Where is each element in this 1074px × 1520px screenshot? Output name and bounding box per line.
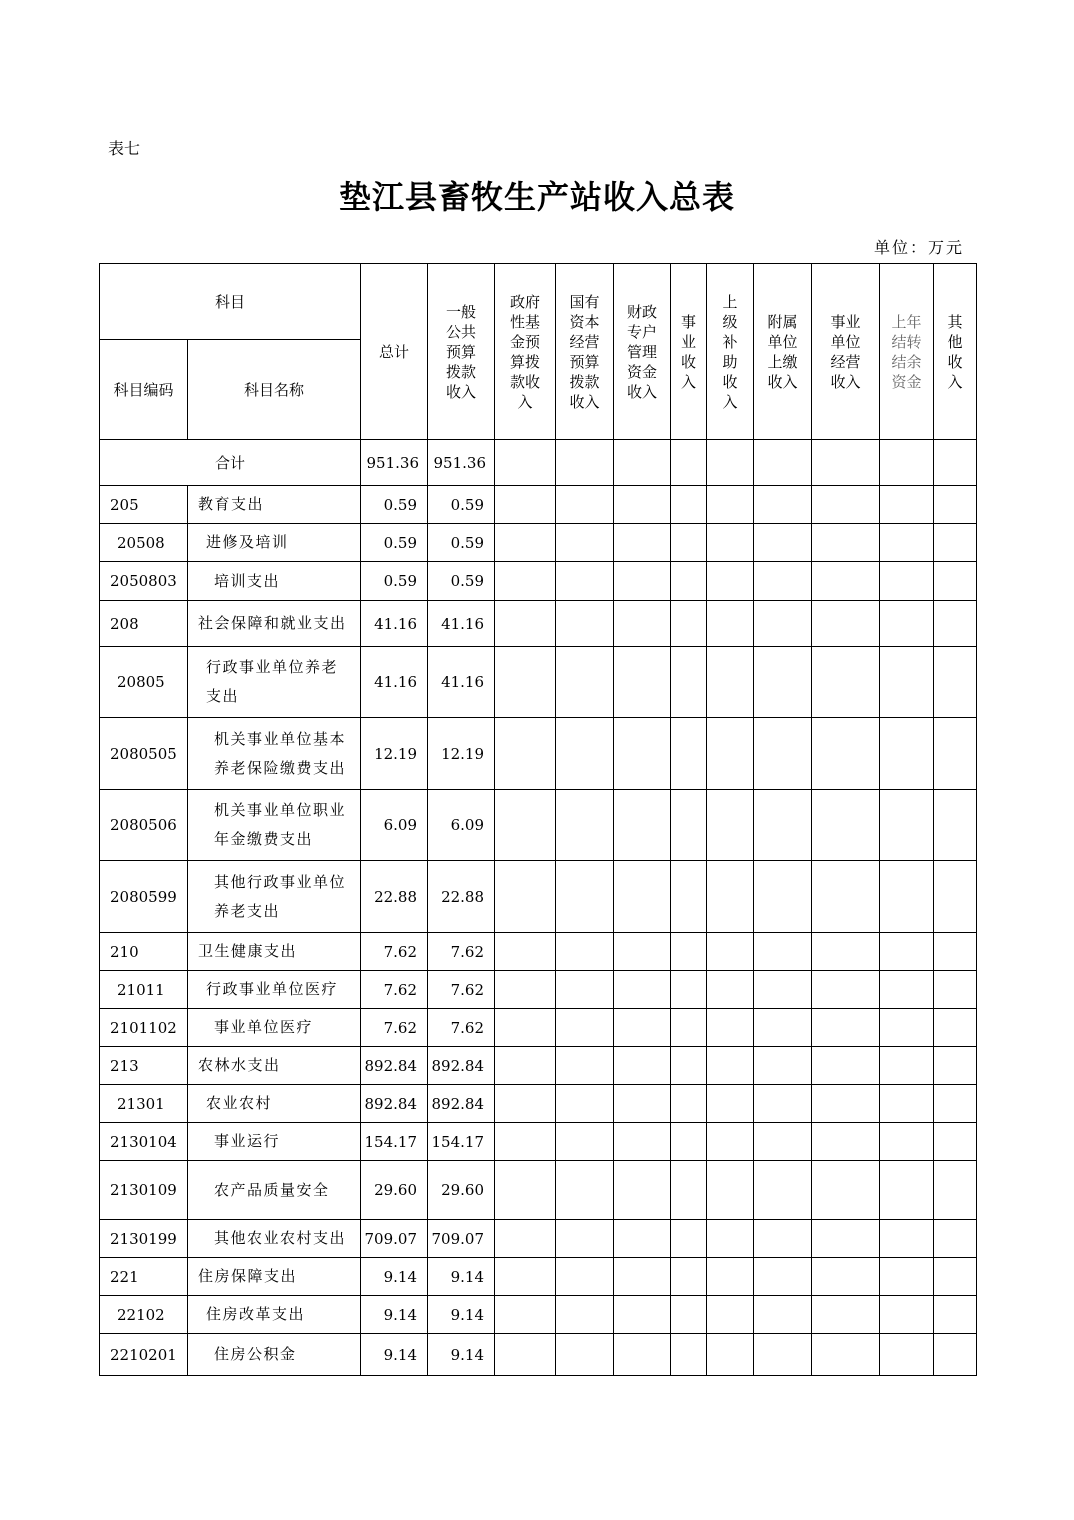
table-row [100,790,977,861]
total-label: 合计 [100,440,361,486]
row-name: 教育支出 [188,486,361,524]
header-subject-code: 科目编码 [100,340,188,440]
table-row [100,1334,977,1376]
header-gov-fund: 政府 性基 金预 算拨 款收 入 [495,264,556,440]
row-name: 培训支出 [188,562,361,601]
table-row [100,562,977,601]
row-total: 6.09 [361,790,428,861]
row-general: 6.09 [428,790,495,861]
row-code: 2050803 [100,562,188,601]
row-general: 0.59 [428,524,495,562]
row-code: 213 [100,1047,188,1085]
row-general: 22.88 [428,861,495,933]
row-total: 29.60 [361,1161,428,1220]
row-total: 7.62 [361,1009,428,1047]
row-code: 2130104 [100,1123,188,1161]
row-total: 892.84 [361,1085,428,1123]
table-row [100,1085,977,1123]
row-total: 154.17 [361,1123,428,1161]
row-name: 行政事业单位医疗 [188,971,361,1009]
table-row [100,647,977,718]
table-row [100,1296,977,1334]
table-row [100,1047,977,1085]
row-code: 2101102 [100,1009,188,1047]
table-number: 表七 [108,139,141,158]
table-row [100,1258,977,1296]
row-total: 0.59 [361,524,428,562]
row-total: 12.19 [361,718,428,790]
row-code: 2080599 [100,861,188,933]
row-name: 社会保障和就业支出 [188,601,361,647]
row-general: 7.62 [428,971,495,1009]
header-total: 总计 [361,264,428,440]
row-name: 事业运行 [188,1123,361,1161]
row-total: 7.62 [361,933,428,971]
row-name: 其他行政事业单位养老支出 [188,861,361,933]
row-total: 22.88 [361,861,428,933]
row-code: 2210201 [100,1334,188,1376]
row-general: 41.16 [428,601,495,647]
row-general: 9.14 [428,1258,495,1296]
row-code: 2130199 [100,1220,188,1258]
row-code: 210 [100,933,188,971]
table-row [100,933,977,971]
row-name: 行政事业单位养老支出 [188,647,361,718]
row-general: 9.14 [428,1296,495,1334]
row-total: 41.16 [361,647,428,718]
row-general: 892.84 [428,1085,495,1123]
header-subject-name: 科目名称 [188,340,361,440]
row-general: 892.84 [428,1047,495,1085]
row-general: 29.60 [428,1161,495,1220]
row-code: 21011 [100,971,188,1009]
row-name: 住房保障支出 [188,1258,361,1296]
row-name: 住房公积金 [188,1334,361,1376]
row-name: 机关事业单位基本养老保险缴费支出 [188,718,361,790]
table-row [100,1220,977,1258]
row-code: 2130109 [100,1161,188,1220]
row-name: 农产品质量安全 [188,1161,361,1220]
row-general: 0.59 [428,562,495,601]
row-total: 709.07 [361,1220,428,1258]
header-general-budget: 一般 公共 预算 拨款 收入 [428,264,495,440]
header-affiliated-income: 附属 单位 上缴 收入 [754,264,812,440]
row-name: 农业农村 [188,1085,361,1123]
table-row [100,861,977,933]
row-code: 221 [100,1258,188,1296]
header-business-income: 事 业 收 入 [671,264,707,440]
table-row [100,718,977,790]
header-business-operation: 事业 单位 经营 收入 [812,264,880,440]
row-general: 0.59 [428,486,495,524]
table-row [100,1009,977,1047]
header-other-income: 其 他 收 入 [934,264,977,440]
row-total: 7.62 [361,971,428,1009]
row-code: 20508 [100,524,188,562]
row-general: 7.62 [428,1009,495,1047]
row-code: 22102 [100,1296,188,1334]
header-subject: 科目 [100,264,361,340]
table-row [100,486,977,524]
page-title: 垫江县畜牧生产站收入总表 [338,178,735,216]
table-row [100,971,977,1009]
total-value: 951.36 [361,440,428,486]
table-row [100,524,977,562]
income-summary-table [99,263,977,1376]
row-code: 2080505 [100,718,188,790]
row-total: 9.14 [361,1296,428,1334]
table-row [100,601,977,647]
row-total: 41.16 [361,601,428,647]
row-general: 154.17 [428,1123,495,1161]
row-name: 事业单位医疗 [188,1009,361,1047]
total-general-budget: 951.36 [428,440,495,486]
row-name: 机关事业单位职业年金缴费支出 [188,790,361,861]
row-name: 卫生健康支出 [188,933,361,971]
row-total: 9.14 [361,1258,428,1296]
table-row-total [100,440,977,486]
row-total: 0.59 [361,486,428,524]
row-total: 0.59 [361,562,428,601]
table-row [100,1161,977,1220]
row-general: 12.19 [428,718,495,790]
row-code: 205 [100,486,188,524]
row-total: 9.14 [361,1334,428,1376]
table-row [100,1123,977,1161]
header-superior-subsidy: 上 级 补 助 收 入 [707,264,754,440]
row-name: 农林水支出 [188,1047,361,1085]
row-general: 7.62 [428,933,495,971]
row-general: 9.14 [428,1334,495,1376]
unit-label: 单位：万元 [873,238,964,257]
row-code: 21301 [100,1085,188,1123]
row-code: 20805 [100,647,188,718]
header-state-capital: 国有 资本 经营 预算 拨款 收入 [556,264,614,440]
row-general: 41.16 [428,647,495,718]
header-prior-year-balance: 上年 结转 结余 资金 [880,264,934,440]
row-name: 住房改革支出 [188,1296,361,1334]
row-code: 208 [100,601,188,647]
row-total: 892.84 [361,1047,428,1085]
row-name: 进修及培训 [188,524,361,562]
row-general: 709.07 [428,1220,495,1258]
header-fiscal-special: 财政 专户 管理 资金 收入 [614,264,671,440]
row-name: 其他农业农村支出 [188,1220,361,1258]
row-code: 2080506 [100,790,188,861]
